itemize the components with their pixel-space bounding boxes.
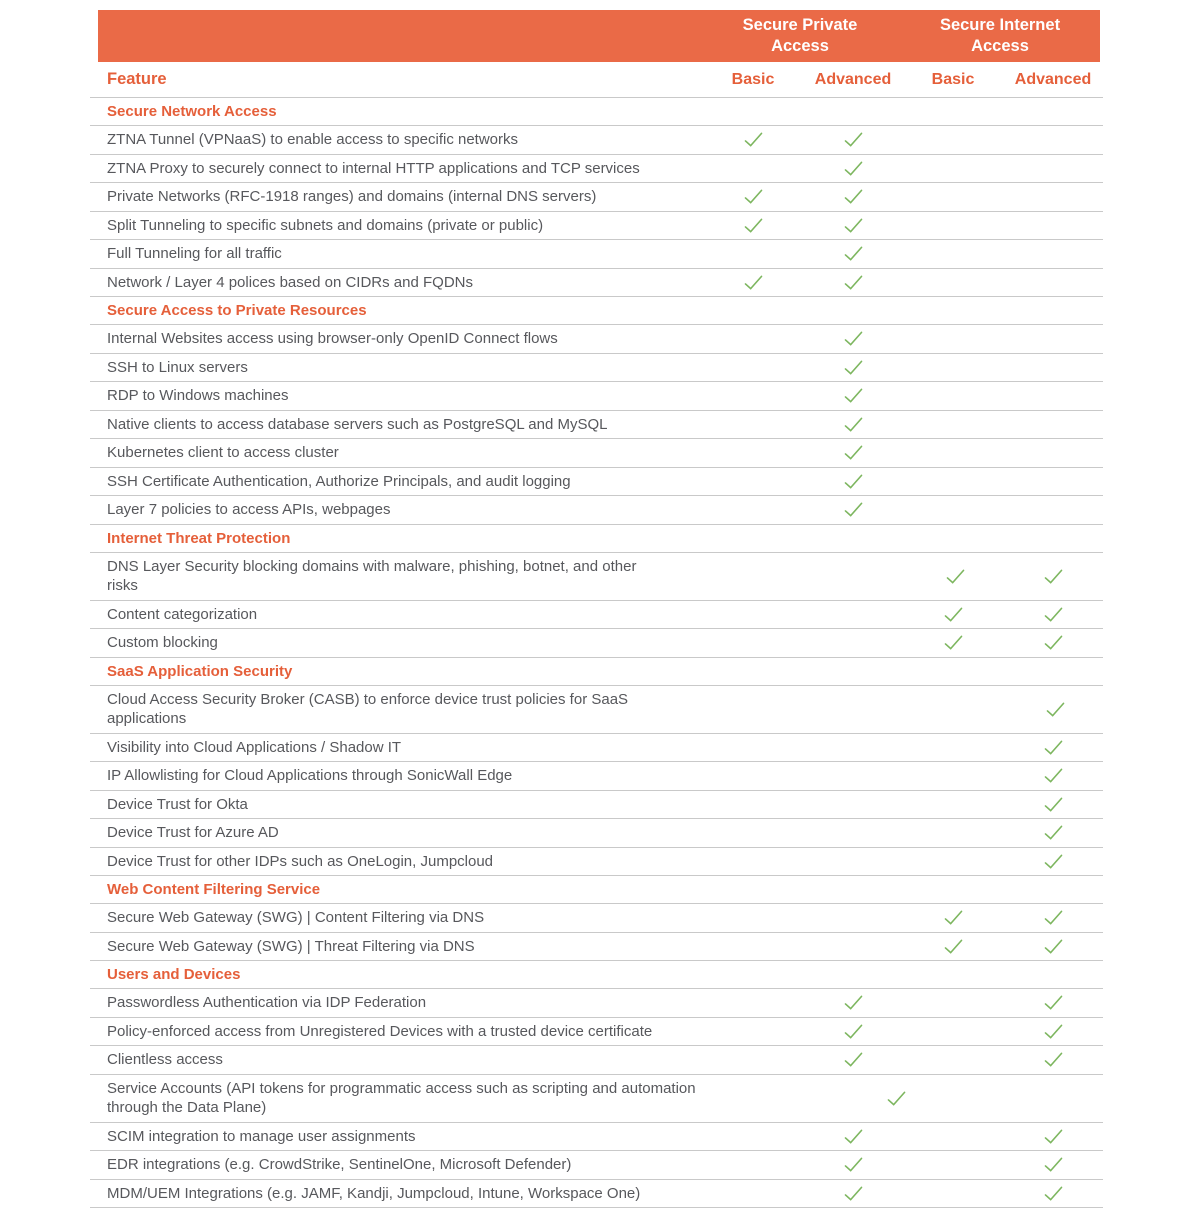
check-icon	[842, 1185, 865, 1202]
check-icon	[1042, 634, 1065, 651]
group-secure-internet-access	[900, 15, 1100, 56]
feature-name: Custom blocking	[90, 629, 703, 657]
empty-cell	[1003, 439, 1103, 467]
feature-row	[90, 1123, 1103, 1152]
empty-cell	[803, 791, 903, 819]
check-icon	[842, 131, 865, 148]
check-icon	[842, 416, 865, 433]
check-cell	[803, 496, 903, 524]
check-cell	[803, 126, 903, 154]
section-header-row	[90, 297, 1103, 325]
empty-cell	[703, 791, 803, 819]
check-icon	[1042, 994, 1065, 1011]
empty-cell	[703, 1180, 803, 1208]
check-cell	[803, 1046, 903, 1074]
column-header-row	[90, 62, 1103, 98]
check-cell	[1003, 734, 1103, 762]
check-icon	[842, 387, 865, 404]
empty-cell	[1003, 155, 1103, 183]
empty-cell	[703, 155, 803, 183]
check-cell	[903, 904, 1003, 932]
tier-header-sia-basic: Basic	[903, 71, 1003, 89]
feature-row	[90, 1046, 1103, 1075]
empty-cell	[703, 325, 803, 353]
empty-cell	[1003, 411, 1103, 439]
feature-row	[90, 212, 1103, 241]
feature-name: Cloud Access Security Broker (CASB) to enforce device trust policies for SaaS applications	[90, 686, 724, 733]
empty-cell	[1003, 269, 1103, 297]
feature-row	[90, 468, 1103, 497]
check-cell	[906, 553, 1005, 600]
feature-row	[90, 1180, 1103, 1208]
empty-cell	[1003, 354, 1103, 382]
check-cell	[803, 1123, 903, 1151]
empty-cell	[903, 382, 1003, 410]
feature-row	[90, 325, 1103, 354]
section-title: Web Content Filtering Service	[90, 881, 1103, 898]
tier-header-spa-basic: Basic	[703, 71, 803, 89]
empty-cell	[1003, 468, 1103, 496]
empty-cell	[803, 762, 903, 790]
feature-row	[90, 762, 1103, 791]
feature-row	[90, 439, 1103, 468]
section-title: Secure Network Access	[90, 103, 1103, 120]
check-cell	[1003, 1018, 1103, 1046]
check-cell	[1003, 1046, 1103, 1074]
empty-cell	[903, 468, 1003, 496]
feature-row	[90, 155, 1103, 184]
check-icon	[1044, 701, 1067, 718]
check-icon	[842, 217, 865, 234]
feature-name: Visibility into Cloud Applications / Shadow IT	[90, 734, 703, 762]
empty-cell	[724, 686, 819, 733]
feature-name: Policy-enforced access from Unregistered Devices with a trusted device certificate	[90, 1018, 703, 1046]
check-icon	[842, 1156, 865, 1173]
empty-cell	[903, 496, 1003, 524]
feature-name: Kubernetes client to access cluster	[90, 439, 703, 467]
feature-column-header: Feature	[90, 70, 703, 89]
empty-cell	[903, 762, 1003, 790]
empty-cell	[903, 1180, 1003, 1208]
check-icon	[842, 188, 865, 205]
check-cell	[703, 212, 803, 240]
empty-cell	[903, 240, 1003, 268]
check-cell	[903, 629, 1003, 657]
feature-row	[90, 734, 1103, 763]
check-icon	[942, 634, 965, 651]
feature-row	[90, 601, 1103, 630]
feature-name: Split Tunneling to specific subnets and domains (private or public)	[90, 212, 703, 240]
check-icon	[842, 274, 865, 291]
check-icon	[1042, 796, 1065, 813]
check-cell	[803, 1151, 903, 1179]
empty-cell	[803, 933, 903, 961]
empty-cell	[903, 819, 1003, 847]
feature-name: SCIM integration to manage user assignments	[90, 1123, 703, 1151]
check-cell	[1003, 791, 1103, 819]
check-cell	[803, 468, 903, 496]
feature-name: EDR integrations (e.g. CrowdStrike, SentinelOne, Microsoft Defender)	[90, 1151, 703, 1179]
check-cell	[803, 325, 903, 353]
feature-name: SSH to Linux servers	[90, 354, 703, 382]
empty-cell	[903, 439, 1003, 467]
check-cell	[1003, 1123, 1103, 1151]
empty-cell	[703, 468, 803, 496]
check-cell	[803, 439, 903, 467]
feature-comparison-table	[90, 10, 1103, 1208]
empty-cell	[903, 989, 1003, 1017]
section-title: Users and Devices	[90, 966, 1103, 983]
empty-cell	[903, 126, 1003, 154]
empty-cell	[803, 734, 903, 762]
check-icon	[1042, 938, 1065, 955]
empty-cell	[703, 762, 803, 790]
check-cell	[1003, 629, 1103, 657]
feature-row	[90, 553, 1103, 601]
empty-cell	[703, 629, 803, 657]
check-cell	[1003, 933, 1103, 961]
product-group-header	[98, 10, 1100, 62]
empty-cell	[803, 629, 903, 657]
empty-cell	[903, 791, 1003, 819]
check-cell	[1003, 904, 1103, 932]
feature-row	[90, 1075, 1103, 1123]
empty-cell	[903, 411, 1003, 439]
check-cell	[1003, 1180, 1103, 1208]
check-icon	[842, 994, 865, 1011]
empty-cell	[703, 1123, 803, 1151]
empty-cell	[703, 1151, 803, 1179]
empty-cell	[903, 155, 1003, 183]
empty-cell	[903, 325, 1003, 353]
check-icon	[742, 188, 765, 205]
feature-name: Internal Websites access using browser-only OpenID Connect flows	[90, 325, 703, 353]
check-cell	[703, 126, 803, 154]
check-icon	[1042, 767, 1065, 784]
empty-cell	[1003, 126, 1103, 154]
feature-name: Device Trust for Okta	[90, 791, 703, 819]
feature-name: Layer 7 policies to access APIs, webpages	[90, 496, 703, 524]
section-header-row	[90, 98, 1103, 126]
empty-cell	[803, 904, 903, 932]
empty-cell	[703, 1046, 803, 1074]
check-icon	[942, 938, 965, 955]
check-cell	[803, 269, 903, 297]
check-icon	[1042, 568, 1065, 585]
feature-row	[90, 183, 1103, 212]
empty-cell	[914, 686, 1009, 733]
tier-header-sia-advanced: Advanced	[1003, 71, 1103, 89]
empty-cell	[703, 848, 803, 876]
feature-name: Clientless access	[90, 1046, 703, 1074]
empty-cell	[703, 382, 803, 410]
feature-row	[90, 354, 1103, 383]
check-cell	[1003, 819, 1103, 847]
check-icon	[842, 444, 865, 461]
feature-row	[90, 933, 1103, 962]
check-icon	[1042, 1051, 1065, 1068]
check-cell	[803, 1180, 903, 1208]
check-icon	[842, 501, 865, 518]
group-label: Secure Internet Access	[930, 15, 1070, 56]
empty-cell	[807, 553, 906, 600]
check-cell	[855, 1075, 938, 1122]
check-cell	[1004, 553, 1103, 600]
empty-cell	[703, 734, 803, 762]
feature-row	[90, 848, 1103, 877]
empty-cell	[803, 819, 903, 847]
check-cell	[803, 411, 903, 439]
section-title: SaaS Application Security	[90, 663, 1103, 680]
empty-cell	[1003, 325, 1103, 353]
feature-row	[90, 496, 1103, 525]
empty-cell	[903, 269, 1003, 297]
feature-row	[90, 819, 1103, 848]
feature-row	[90, 1151, 1103, 1180]
feature-name: Network / Layer 4 polices based on CIDRs and FQDNs	[90, 269, 703, 297]
empty-cell	[803, 601, 903, 629]
check-icon	[842, 1023, 865, 1040]
group-secure-private-access	[700, 15, 900, 56]
feature-name: Content categorization	[90, 601, 703, 629]
empty-cell	[703, 989, 803, 1017]
check-cell	[903, 933, 1003, 961]
check-cell	[703, 269, 803, 297]
tier-header-spa-advanced: Advanced	[803, 71, 903, 89]
empty-cell	[903, 1046, 1003, 1074]
empty-cell	[803, 848, 903, 876]
empty-cell	[903, 1018, 1003, 1046]
empty-cell	[1003, 240, 1103, 268]
check-icon	[1042, 909, 1065, 926]
feature-row	[90, 411, 1103, 440]
check-icon	[1042, 1128, 1065, 1145]
check-icon	[742, 217, 765, 234]
feature-row	[90, 791, 1103, 820]
empty-cell	[938, 1075, 1021, 1122]
feature-name: SSH Certificate Authentication, Authorize Principals, and audit logging	[90, 468, 703, 496]
empty-cell	[819, 686, 914, 733]
check-cell	[1003, 848, 1103, 876]
empty-cell	[1003, 382, 1103, 410]
check-icon	[1042, 824, 1065, 841]
check-icon	[842, 1051, 865, 1068]
empty-cell	[703, 411, 803, 439]
table-body	[90, 98, 1103, 1208]
empty-cell	[1003, 183, 1103, 211]
feature-row	[90, 382, 1103, 411]
empty-cell	[903, 1151, 1003, 1179]
check-cell	[803, 212, 903, 240]
feature-name: ZTNA Tunnel (VPNaaS) to enable access to specific networks	[90, 126, 703, 154]
empty-cell	[703, 439, 803, 467]
empty-cell	[1003, 212, 1103, 240]
check-cell	[903, 601, 1003, 629]
empty-cell	[773, 1075, 856, 1122]
check-icon	[1042, 1185, 1065, 1202]
check-cell	[1003, 762, 1103, 790]
empty-cell	[703, 240, 803, 268]
empty-cell	[703, 354, 803, 382]
check-icon	[842, 245, 865, 262]
section-header-row	[90, 876, 1103, 904]
empty-cell	[1003, 496, 1103, 524]
check-icon	[944, 568, 967, 585]
check-cell	[803, 382, 903, 410]
section-title: Secure Access to Private Resources	[90, 302, 1103, 319]
feature-row	[90, 240, 1103, 269]
empty-cell	[903, 183, 1003, 211]
check-cell	[1003, 1151, 1103, 1179]
check-cell	[1003, 989, 1103, 1017]
check-cell	[803, 240, 903, 268]
check-icon	[742, 131, 765, 148]
check-cell	[1003, 601, 1103, 629]
empty-cell	[709, 553, 808, 600]
empty-cell	[903, 734, 1003, 762]
check-cell	[1008, 686, 1103, 733]
feature-name: Private Networks (RFC-1918 ranges) and domains (internal DNS servers)	[90, 183, 703, 211]
empty-cell	[703, 933, 803, 961]
empty-cell	[703, 819, 803, 847]
section-header-row	[90, 961, 1103, 989]
check-icon	[842, 473, 865, 490]
check-icon	[742, 274, 765, 291]
empty-cell	[903, 1123, 1003, 1151]
empty-cell	[903, 212, 1003, 240]
check-icon	[842, 160, 865, 177]
group-label: Secure Private Access	[730, 15, 870, 56]
check-cell	[803, 989, 903, 1017]
check-icon	[1042, 1156, 1065, 1173]
feature-row	[90, 126, 1103, 155]
check-icon	[942, 606, 965, 623]
section-header-row	[90, 658, 1103, 686]
check-cell	[803, 155, 903, 183]
feature-name: Device Trust for Azure AD	[90, 819, 703, 847]
section-header-row	[90, 525, 1103, 553]
feature-name: MDM/UEM Integrations (e.g. JAMF, Kandji, Jumpcloud, Intune, Workspace One)	[90, 1180, 703, 1208]
feature-row	[90, 686, 1103, 734]
check-icon	[842, 359, 865, 376]
feature-row	[90, 1018, 1103, 1047]
empty-cell	[703, 1018, 803, 1046]
check-icon	[1042, 853, 1065, 870]
empty-cell	[703, 601, 803, 629]
feature-name: ZTNA Proxy to securely connect to internal HTTP applications and TCP services	[90, 155, 703, 183]
check-cell	[803, 354, 903, 382]
section-title: Internet Threat Protection	[90, 530, 1103, 547]
feature-name: Native clients to access database servers such as PostgreSQL and MySQL	[90, 411, 703, 439]
check-icon	[842, 1128, 865, 1145]
check-cell	[803, 183, 903, 211]
feature-name: RDP to Windows machines	[90, 382, 703, 410]
feature-name: Service Accounts (API tokens for programmatic access such as scripting and automation through the Data Plane)	[90, 1075, 773, 1122]
feature-name: Secure Web Gateway (SWG) | Content Filtering via DNS	[90, 904, 703, 932]
feature-row	[90, 629, 1103, 658]
empty-cell	[903, 848, 1003, 876]
check-icon	[942, 909, 965, 926]
check-cell	[703, 183, 803, 211]
check-icon	[1042, 606, 1065, 623]
feature-row	[90, 269, 1103, 298]
check-cell	[803, 1018, 903, 1046]
check-icon	[885, 1090, 908, 1107]
empty-cell	[1020, 1075, 1103, 1122]
check-icon	[1042, 1023, 1065, 1040]
check-icon	[842, 330, 865, 347]
feature-name: Full Tunneling for all traffic	[90, 240, 703, 268]
feature-name: Device Trust for other IDPs such as OneLogin, Jumpcloud	[90, 848, 703, 876]
check-icon	[1042, 739, 1065, 756]
feature-row	[90, 989, 1103, 1018]
feature-name: IP Allowlisting for Cloud Applications through SonicWall Edge	[90, 762, 703, 790]
empty-cell	[903, 354, 1003, 382]
feature-row	[90, 904, 1103, 933]
feature-name: DNS Layer Security blocking domains with malware, phishing, botnet, and other risks	[90, 553, 709, 600]
feature-name: Secure Web Gateway (SWG) | Threat Filtering via DNS	[90, 933, 703, 961]
empty-cell	[703, 904, 803, 932]
empty-cell	[703, 496, 803, 524]
feature-name: Passwordless Authentication via IDP Federation	[90, 989, 703, 1017]
